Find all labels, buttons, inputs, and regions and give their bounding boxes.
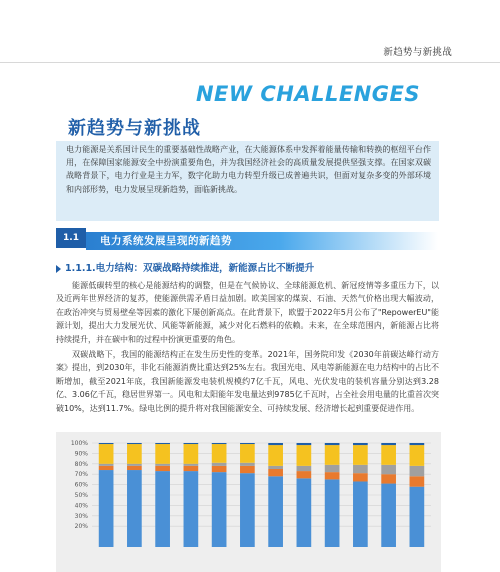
bar-segment-s0-c1	[127, 470, 142, 547]
bar-segment-s1-c3	[184, 466, 199, 471]
y-tick-label: 20%	[74, 523, 88, 531]
bar-segment-s0-c0	[99, 470, 114, 547]
bar-segment-s0-c6	[268, 476, 283, 547]
bar-segment-s0-c2	[155, 471, 170, 547]
y-tick-label: 40%	[74, 502, 88, 510]
triangle-bullet-icon	[56, 265, 61, 273]
running-header: 新趋势与新挑战	[383, 47, 452, 58]
y-tick-label: 60%	[74, 481, 88, 489]
subsection-heading	[56, 260, 314, 274]
paragraph-2: 双碳战略下，我国的能源结构正在发生历史性的变革。2021年，国务院印发《2030年前碳达峰行动方案》提出，到2030年，非化石能源消费比重达到25%左右。我国光电、风电等新能源在电力结构中的占比不断增加，截至2021年底，我国新能源发电装机规模约7亿千瓦，风电、光伏发电的装机容量分别达到3.28亿、3.06亿千瓦，稳居世界第一。风电和太阳能年发电量达到9785亿千瓦时，占全社会用电量的比重首次突破10%，达到11.7%。绿电比例的提升将对我国能源安全、可持续发展、经济增长起到重要促进作用。	[56, 350, 439, 413]
bar-segment-s1-c0	[99, 466, 114, 470]
bar-segment-s3-c0	[99, 444, 114, 464]
bar-segment-s0-c8	[325, 479, 340, 547]
y-tick-label: 80%	[74, 460, 88, 468]
intro-text: 电力能源是关系国计民生的重要基础性战略产业，在大能源体系中发挥着能量传输和转换的枢纽平台作用，在保障国家能源安全中扮演重要角色，并为我国经济社会的高质量发展提供坚强支撑。在国家双碳战略背景下，电力行业是主力军，数字化助力电力转型升级已成普遍共识，但面对复杂多变的外部环境和内部形势，电力发展呈现新趋势，面临新挑战。	[66, 145, 431, 194]
subsection-title: 1.1.1.电力结构：双碳战略持续推进，新能源占比不断提升	[65, 263, 315, 274]
bar-segment-s4-c0	[99, 443, 114, 444]
bar-segment-s1-c4	[212, 466, 227, 472]
bar-segment-s1-c1	[127, 466, 142, 470]
bar-segment-s0-c3	[184, 471, 199, 547]
bar-segment-s2-c8	[325, 465, 340, 472]
bar-segment-s2-c9	[353, 465, 368, 473]
bar-segment-s3-c6	[268, 445, 283, 466]
bar-segment-s3-c10	[381, 445, 396, 465]
bar-segment-s4-c3	[184, 443, 199, 444]
bar-segment-s2-c7	[297, 466, 312, 471]
bar-segment-s4-c5	[240, 443, 255, 444]
bar-segment-s2-c10	[381, 465, 396, 474]
bar-segment-s0-c10	[381, 484, 396, 547]
bar-segment-s3-c7	[297, 445, 312, 466]
y-tick-label: 100%	[70, 440, 88, 447]
bar-segment-s1-c5	[240, 466, 255, 473]
bar-segment-s1-c9	[353, 473, 368, 481]
bar-segment-s4-c2	[155, 443, 170, 444]
bar-segment-s1-c10	[381, 474, 396, 483]
bar-segment-s3-c3	[184, 444, 199, 464]
bar-segment-s2-c4	[212, 463, 227, 466]
bar-segment-s3-c9	[353, 445, 368, 465]
page-title: 新趋势与新挑战	[68, 118, 201, 139]
bar-segment-s4-c6	[268, 443, 283, 445]
header-rule	[0, 62, 500, 63]
bar-segment-s3-c5	[240, 444, 255, 463]
bar-segment-s0-c4	[212, 472, 227, 547]
banner-title-en: NEW CHALLENGES	[195, 82, 420, 106]
bar-segment-s3-c1	[127, 444, 142, 464]
bar-segment-s3-c8	[325, 445, 340, 465]
bar-segment-s4-c7	[297, 443, 312, 445]
bar-segment-s1-c11	[410, 476, 425, 486]
bar-segment-s1-c6	[268, 469, 283, 476]
y-tick-label: 50%	[74, 492, 88, 499]
bar-segment-s2-c6	[268, 466, 283, 469]
section-heading	[56, 228, 438, 252]
bar-segment-s2-c0	[99, 464, 114, 466]
bar-segment-s4-c9	[353, 443, 368, 445]
section-number: 1.1	[56, 228, 86, 248]
bar-segment-s4-c1	[127, 443, 142, 444]
bar-segment-s0-c5	[240, 473, 255, 547]
bar-segment-s4-c11	[410, 443, 425, 445]
chart-svg	[56, 432, 441, 572]
bar-segment-s2-c1	[127, 464, 142, 466]
y-tick-label: 30%	[74, 512, 88, 520]
bar-segment-s4-c10	[381, 443, 396, 445]
energy-structure-chart	[56, 432, 441, 572]
y-tick-label: 70%	[74, 471, 88, 479]
y-tick-label: 90%	[74, 450, 88, 458]
bar-segment-s1-c2	[155, 466, 170, 471]
bar-segment-s3-c4	[212, 444, 227, 463]
bar-segment-s2-c3	[184, 464, 199, 466]
bar-segment-s2-c5	[240, 463, 255, 466]
bar-segment-s4-c4	[212, 443, 227, 444]
bar-segment-s0-c11	[410, 487, 425, 547]
bar-segment-s1-c8	[325, 472, 340, 479]
bar-segment-s2-c11	[410, 466, 425, 476]
section-title: 电力系统发展呈现的新趋势	[100, 235, 232, 247]
bar-segment-s4-c8	[325, 443, 340, 445]
bar-segment-s2-c2	[155, 464, 170, 466]
paragraph-1: 能源低碳转型的核心是能源结构的调整，但是在气候协议、全球能源危机、新冠疫情等多重压力下，以及近两年世界经济的复苏，使能源供需矛盾日益加剧。欧美国家的煤炭、石油、天然气价格出现大幅波动，在政治冲突与贸易壁垒等因素的激化下屡创新高点。在此背景下，欧盟于2022年5月公布了"RepowerEU"能源计划，提出大力发展光伏、风能等新能源，减少对化石燃料的依赖。未来，在全球范围内，新能源占比将持续提升，并在碳中和的过程中扮演更重要的角色。	[56, 281, 439, 344]
bar-segment-s0-c7	[297, 478, 312, 547]
intro-box	[56, 141, 439, 221]
bar-segment-s3-c11	[410, 445, 425, 466]
bar-segment-s0-c9	[353, 481, 368, 547]
bar-segment-s3-c2	[155, 444, 170, 464]
bar-segment-s1-c7	[297, 471, 312, 478]
